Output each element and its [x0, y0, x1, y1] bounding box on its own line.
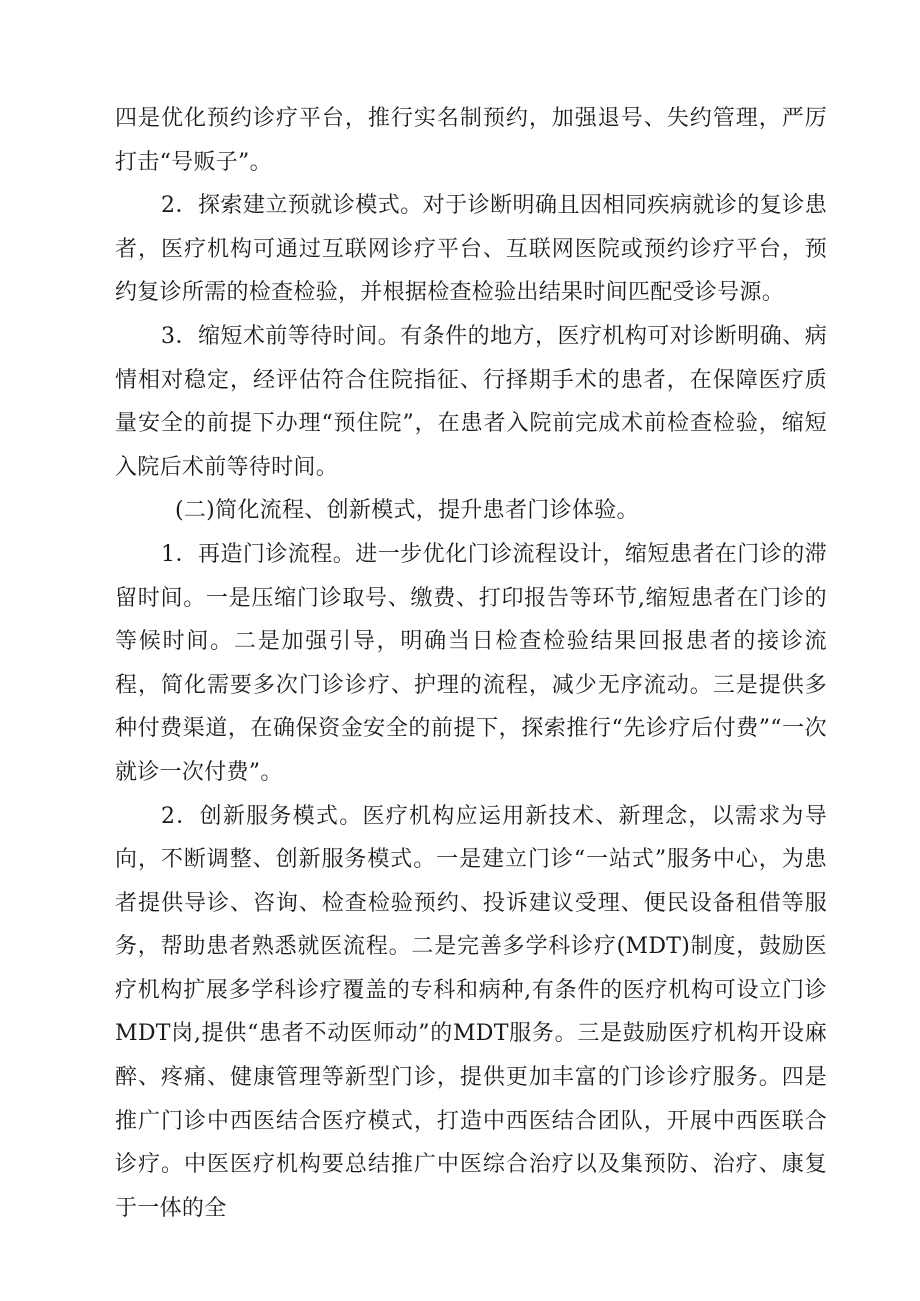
paragraph-item-2-service-model: 2．创新服务模式。医疗机构应运用新技术、新理念，以需求为导向，不断调整、创新服务模式。一是建立门诊“一站式”服务中心，为患者提供导诊、咨询、检查检验预约、投诉建议受理、便民设备租借等服务，帮助患者熟悉就医流程。二是完善多学科诊疗(MDT)制度，鼓励医疗机构扩展多学科诊疗覆盖的专科和病种,有条件的医疗机构可设立门诊MDT岗,提供“患者不动医师动”的MDT服务。三是鼓励医疗机构开设麻醉、疼痛、健康管理等新型门诊，提供更加丰富的门诊诊疗服务。四是推广门诊中西医结合医疗模式，打造中西医结合团队，开展中西医联合诊疗。中医医疗机构要总结推广中医综合治疗以及集预防、治疗、康复于一体的全: [115, 803, 827, 1221]
paragraph-item-3-preop-wait: 3．缩短术前等待时间。有条件的地方，医疗机构可对诊断明确、病情相对稳定，经评估符合住院指征、行择期手术的患者，在保障医疗质量安全的前提下办理“预住院”，在患者入院前完成术前检查检验，缩短入院后术前等待时间。: [115, 323, 827, 480]
paragraph-item-2-pre-visit: 2．探索建立预就诊模式。对于诊断明确且因相同疾病就诊的复诊患者，医疗机构可通过互联网诊疗平台、互联网医院或预约诊疗平台，预约复诊所需的检查检验，并根据检查检验出结果时间匹配受诊号源。: [115, 193, 827, 306]
section-heading-2: (二)简化流程、创新模式，提升患者门诊体验。: [175, 498, 639, 524]
paragraph-item-1-outpatient-process: 1．再造门诊流程。进一步优化门诊流程设计，缩短患者在门诊的滞留时间。一是压缩门诊取号、缴费、打印报告等环节,缩短患者在门诊的等候时间。二是加强引导，明确当日检查检验结果回报患者的接诊流程，简化需要多次门诊诊疗、护理的流程，减少无序流动。三是提供多种付费渠道，在确保资金安全的前提下，探索推行“先诊疗后付费”“一次就诊一次付费”。: [115, 541, 827, 785]
paragraph-continuation: 四是优化预约诊疗平台，推行实名制预约，加强退号、失约管理，严厉打击“号贩子”。: [115, 106, 827, 175]
document-body: [115, 97, 827, 1230]
